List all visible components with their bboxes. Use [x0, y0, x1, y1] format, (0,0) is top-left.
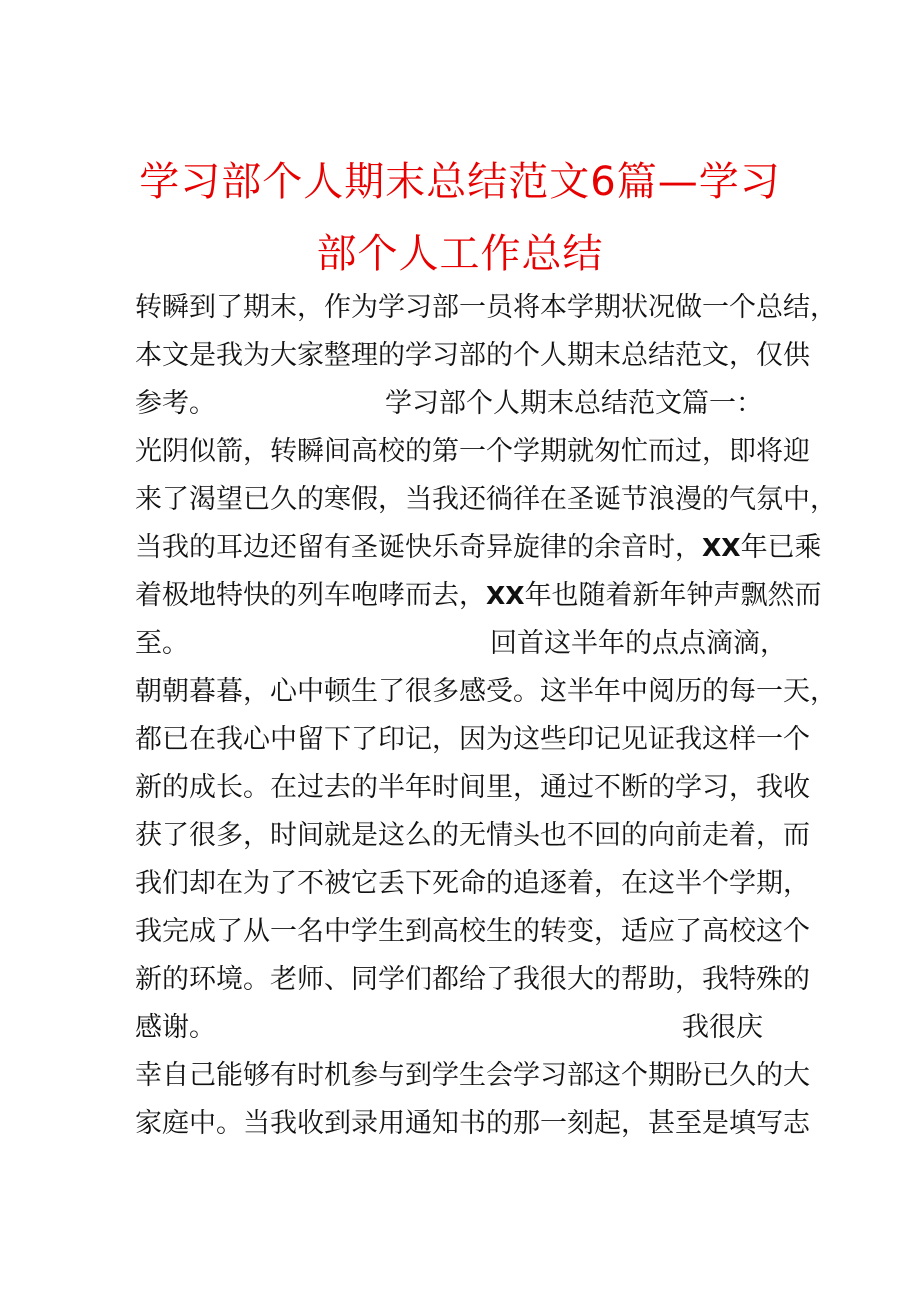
p2-line-8-end: 我很庆 [682, 1012, 763, 1043]
p3-line-2: 家庭中。当我收到录用通知书的那一刻起，甚至是填写志 [135, 1108, 810, 1139]
p2-line-6: 我完成了从一名中学生到高校生的转变，适应了高校这个 [135, 916, 810, 947]
p2-line-2: 都已在我心中留下了印记，因为这些印记见证我这样一个 [135, 724, 810, 755]
intro-line-3-start: 参考。 [135, 388, 216, 419]
p2-line-3: 新的成长。在过去的半年时间里，通过不断的学习，我收 [135, 772, 810, 803]
p1-line-3-c: 年已乘 [740, 532, 822, 563]
p1-line-5-end: 回首这半年的点点滴滴， [490, 628, 787, 659]
p2-line-5: 我们却在为了不被它丢下死命的追逐着，在这半个学期， [135, 868, 810, 899]
p1-line-4-c: 年也随着新年钟声飘然而 [524, 580, 822, 611]
intro-line-2: 本文是我为大家整理的学习部的个人期末总结范文，仅供 [135, 340, 810, 371]
p1-line-4-a: 着极地特快的列车咆哮而去， [135, 580, 486, 611]
p1-line-2: 来了渴望已久的寒假，当我还徜徉在圣诞节浪漫的气氛中， [135, 484, 837, 515]
p1-line-3 [135, 530, 822, 566]
p3-line-1: 幸自己能够有时机参与到学生会学习部这个期盼已久的大 [135, 1060, 810, 1091]
intro-line-1: 转瞬到了期末，作为学习部一员将本学期状况做一个总结， [135, 292, 837, 323]
section-heading-1: 学习部个人期末总结范文篇一： [385, 388, 763, 419]
p2-line-1: 朝朝暮暮，心中顿生了很多感受。这半年中阅历的每一天， [135, 676, 837, 707]
p1-line-5-start: 至。 [135, 628, 189, 659]
p1-line-1: 光阴似箭，转瞬间高校的第一个学期就匆忙而过，即将迎 [135, 436, 810, 467]
p1-line-3-a: 当我的耳边还留有圣诞快乐奇异旋律的余音时， [135, 532, 702, 563]
p2-line-7: 新的环境。老师、同学们都给了我很大的帮助，我特殊的 [135, 964, 810, 995]
p2-line-8-start: 感谢。 [135, 1012, 216, 1043]
p2-line-4: 获了很多，时间就是这么的无情头也不回的向前走着，而 [135, 820, 810, 851]
p1-line-4 [135, 578, 822, 614]
document-title-line-1: 学习部个人期末总结范文6篇—学习 [139, 159, 781, 205]
document-title-line-2: 部个人工作总结 [316, 231, 604, 277]
p1-line-3-xx: XX [702, 533, 741, 562]
p1-line-4-xx: XX [486, 581, 525, 610]
